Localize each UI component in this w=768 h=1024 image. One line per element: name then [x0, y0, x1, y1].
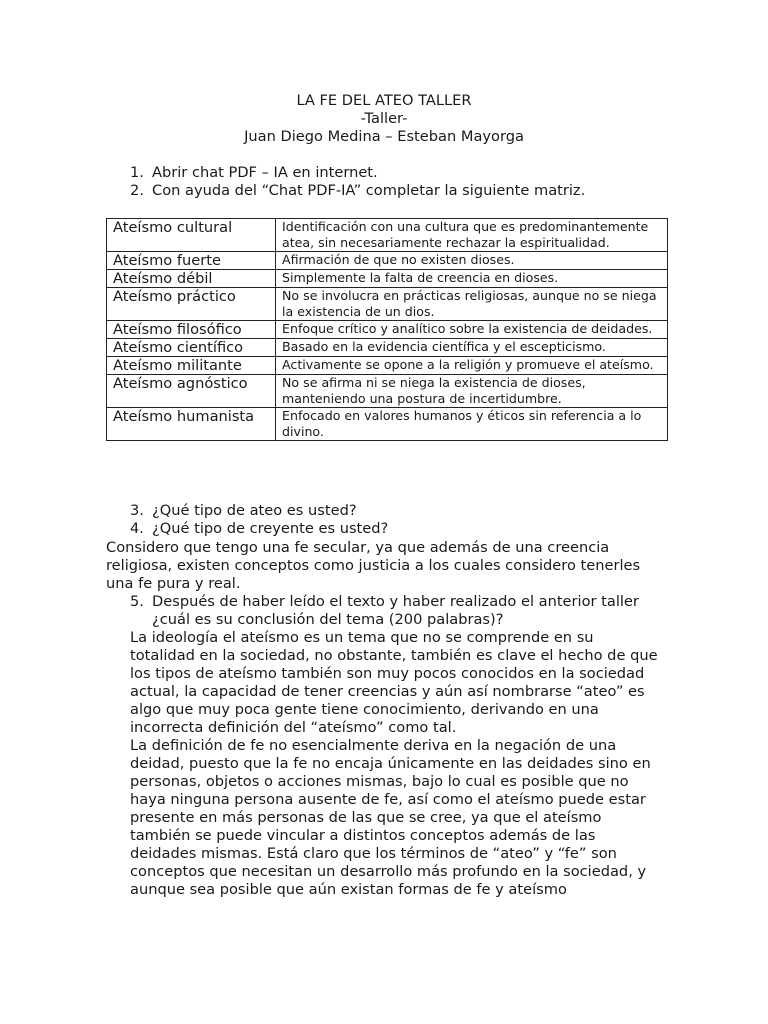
term-cell: Ateísmo fuerte — [107, 252, 276, 270]
table-row — [107, 219, 668, 252]
term-cell: Ateísmo científico — [107, 339, 276, 357]
list-item — [130, 164, 690, 182]
term-cell: Ateísmo práctico — [107, 288, 276, 321]
answer-paragraph: Considero que tengo una fe secular, ya que además de una creencia religiosa, existen conceptos como justicia a los cuales considero tenerles una fe pura y real. — [106, 539, 641, 592]
definition-cell: Enfoque crítico y analítico sobre la existencia de deidades. — [276, 321, 668, 339]
list-number: 4. — [130, 520, 144, 537]
table-row — [107, 288, 668, 321]
table-row — [107, 270, 668, 288]
term-cell: Ateísmo agnóstico — [107, 375, 276, 408]
conclusion-question — [130, 593, 670, 629]
definition-cell: Basado en la evidencia científica y el escepticismo. — [276, 339, 668, 357]
list-text: Después de haber leído el texto y haber realizado el anterior taller ¿cuál es su conclusión del tema (200 palabras)? — [152, 593, 639, 628]
atheism-matrix — [106, 218, 668, 441]
term-cell: Ateísmo cultural — [107, 219, 276, 252]
term-cell: Ateísmo humanista — [107, 408, 276, 441]
list-number: 2. — [130, 182, 144, 199]
list-number: 3. — [130, 502, 144, 519]
list-number: 5. — [130, 593, 144, 610]
list-item — [130, 182, 690, 200]
term-cell: Ateísmo débil — [107, 270, 276, 288]
conclusion-paragraph: La ideología el ateísmo es un tema que no se comprende en su totalidad en la sociedad, no obstante, también es clave el hecho de que los tipos de ateísmo también son muy pocos conocidos en la sociedad actual, la capacidad de tener creencias y aún así nombrarse “ateo” es algo que muy poca gente tiene conocimiento, derivando en una incorrecta definición del “ateísmo” como tal. — [130, 629, 658, 736]
document-title: LA FE DEL ATEO TALLER — [296, 92, 472, 109]
definition-cell: Afirmación de que no existen dioses. — [276, 252, 668, 270]
term-cell: Ateísmo filosófico — [107, 321, 276, 339]
table-row — [107, 339, 668, 357]
list-item — [130, 502, 690, 520]
term-cell: Ateísmo militante — [107, 357, 276, 375]
table-row — [107, 252, 668, 270]
definition-cell: Simplemente la falta de creencia en dioses. — [276, 270, 668, 288]
definition-cell: No se involucra en prácticas religiosas, aunque no se niega la existencia de un dios. — [276, 288, 668, 321]
instructions-list — [130, 164, 690, 200]
table-row — [107, 321, 668, 339]
list-text: ¿Qué tipo de creyente es usted? — [152, 520, 389, 537]
conclusion-answer — [130, 629, 660, 899]
document-subtitle: -Taller- — [360, 110, 408, 127]
document-authors: Juan Diego Medina – Esteban Mayorga — [244, 128, 524, 145]
list-number: 1. — [130, 164, 144, 181]
conclusion-paragraph: La definición de fe no esencialmente deriva en la negación de una deidad, puesto que la fe no encaja únicamente en las deidades sino en personas, objetos o acciones mismas, bajo lo cual es posible que no haya ninguna persona ausente de fe, así como el ateísmo puede estar presente en más personas de las que se cree, ya que el ateísmo también se puede vincular a distintos conceptos además de las deidades mismas. Está claro que los términos de “ateo” y “fe” son conceptos que necesitan un desarrollo más profundo en la sociedad, y aunque sea posible que aún existan formas de fe y ateísmo — [130, 737, 651, 898]
definition-cell: Identificación con una cultura que es predominantemente atea, sin necesariamente rechazar la espiritualidad. — [276, 219, 668, 252]
list-text: ¿Qué tipo de ateo es usted? — [152, 502, 357, 519]
table-row — [107, 408, 668, 441]
table-row — [107, 357, 668, 375]
questions-list — [130, 502, 690, 538]
list-item — [130, 520, 690, 538]
definition-cell: No se afirma ni se niega la existencia de dioses, manteniendo una postura de incertidumbre. — [276, 375, 668, 408]
list-item — [130, 593, 670, 629]
list-text: Con ayuda del “Chat PDF-IA” completar la siguiente matriz. — [152, 182, 586, 199]
definition-cell: Activamente se opone a la religión y promueve el ateísmo. — [276, 357, 668, 375]
list-text: Abrir chat PDF – IA en internet. — [152, 164, 378, 181]
table-row — [107, 375, 668, 408]
definition-cell: Enfocado en valores humanos y éticos sin referencia a lo divino. — [276, 408, 668, 441]
document-header — [0, 92, 768, 146]
